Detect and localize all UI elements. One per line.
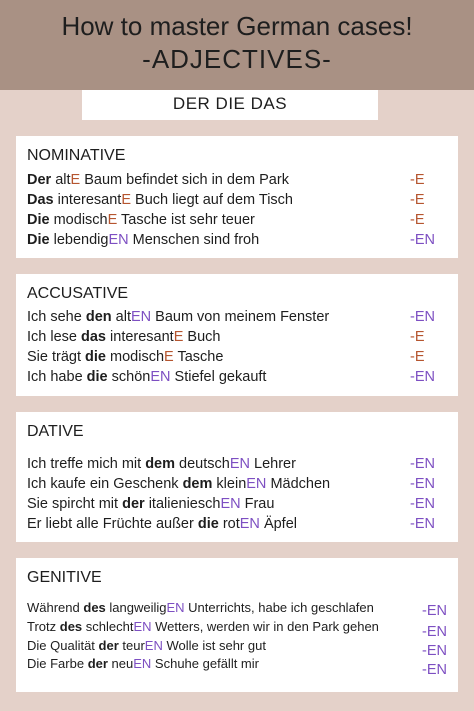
example-sentence — [27, 210, 255, 230]
example-sentence — [27, 170, 289, 190]
ending-label: -EN — [410, 456, 435, 472]
sentence-text: Ich habe — [27, 369, 87, 385]
sentence-text: Baum befindet sich in dem Park — [80, 172, 289, 188]
ending-e: E — [173, 329, 184, 345]
sentence-text: Trotz — [27, 619, 60, 634]
sentence-text: Die Qualität — [27, 638, 99, 653]
case-title: ACCUSATIVE — [27, 285, 129, 302]
genitive-card — [16, 558, 458, 692]
example-row — [27, 367, 447, 387]
sentence-text: Äpfel — [259, 516, 298, 532]
article-word: den — [85, 309, 112, 325]
sentence-text: lebendig — [49, 232, 109, 248]
article-word: dem — [182, 476, 213, 492]
ending-label: -EN — [410, 516, 435, 532]
example-sentence — [27, 598, 374, 618]
sentence-text: klein — [212, 476, 247, 492]
sentence-text: Sie trägt — [27, 349, 86, 365]
ending-label: -EN — [410, 476, 435, 492]
dative-card — [16, 412, 458, 542]
example-sentence — [27, 327, 220, 347]
sentence-text: alt — [111, 309, 131, 325]
example-row — [27, 190, 447, 210]
ending-en: EN — [133, 656, 152, 671]
sentence-text: alt — [51, 172, 71, 188]
sentence-text: Mädchen — [266, 476, 331, 492]
article-word: die — [85, 349, 106, 365]
article-word: Das — [27, 192, 54, 208]
ending-label: -EN — [410, 369, 435, 385]
page-subtitle: -ADJECTIVES- — [142, 44, 332, 74]
ending-en: EN — [229, 456, 250, 472]
sentence-text: Schuhe gefällt mir — [151, 656, 259, 671]
sentence-text: Lehrer — [250, 456, 296, 472]
article-word: des — [83, 600, 106, 615]
sentence-text: Tasche — [173, 349, 224, 365]
ending-label: -E — [410, 212, 425, 228]
sentence-text: Tasche ist sehr teuer — [117, 212, 255, 228]
sentence-text: teur — [118, 638, 145, 653]
ending-label: -E — [410, 192, 425, 208]
sentence-text: interesant — [53, 192, 122, 208]
sentence-text: Ich lese — [27, 329, 81, 345]
sentence-text: Ich kaufe ein Geschenk — [27, 476, 183, 492]
example-row — [27, 617, 447, 640]
sentence-text: rot — [218, 516, 240, 532]
sentence-text: Buch — [183, 329, 221, 345]
example-sentence — [27, 494, 274, 514]
ending-label: -E — [410, 172, 425, 188]
sentence-text: Wetters, werden wir in den Park gehen — [151, 619, 379, 634]
example-sentence — [27, 307, 329, 327]
article-word: der — [122, 496, 145, 512]
example-row — [27, 636, 447, 659]
ending-en: EN — [246, 476, 267, 492]
example-row — [27, 307, 447, 327]
sentence-text: Baum von meinem Fenster — [151, 309, 330, 325]
ending-en: EN — [166, 600, 185, 615]
articles-band: DER DIE DAS — [82, 90, 378, 120]
article-word: Der — [27, 172, 52, 188]
ending-en: EN — [220, 496, 241, 512]
sentence-text: Sie spircht mit — [27, 496, 123, 512]
example-sentence — [27, 474, 330, 494]
article-word: Die — [27, 232, 50, 248]
example-row — [27, 230, 447, 250]
article-word: dem — [145, 456, 176, 472]
example-row — [27, 210, 447, 230]
ending-label: -EN — [422, 662, 447, 678]
sentence-text: interesant — [106, 329, 174, 345]
sentence-text: Er liebt alle Früchte außer — [27, 516, 198, 532]
example-row — [27, 598, 447, 618]
example-row — [27, 327, 447, 347]
ending-en: EN — [144, 638, 163, 653]
article-word: die — [86, 369, 108, 385]
example-sentence — [27, 190, 293, 210]
ending-label: -EN — [422, 624, 447, 640]
sentence-text: modisch — [49, 212, 108, 228]
sentence-text: Ich sehe — [27, 309, 86, 325]
example-row — [27, 454, 447, 474]
example-row — [27, 514, 447, 534]
sentence-text: italieniesch — [144, 496, 221, 512]
ending-e: E — [164, 349, 174, 365]
ending-label: -EN — [410, 232, 435, 248]
sentence-text: Stiefel gekauft — [170, 369, 267, 385]
ending-en: EN — [130, 309, 152, 325]
ending-label: -EN — [422, 603, 447, 619]
case-title: GENITIVE — [27, 569, 102, 586]
article-word: das — [81, 329, 106, 345]
sentence-text: neu — [107, 656, 134, 671]
sentence-text: Unterrichts, habe ich geschlafen — [184, 600, 374, 615]
example-sentence — [27, 514, 297, 534]
sentence-text: Die Farbe — [27, 656, 88, 671]
sentence-text: deutsch — [175, 456, 230, 472]
article-word: die — [197, 516, 219, 532]
example-row — [27, 474, 447, 494]
sentence-text: schön — [107, 369, 151, 385]
example-row — [27, 494, 447, 514]
case-title: NOMINATIVE — [27, 147, 126, 164]
sentence-text: Menschen sind froh — [128, 232, 260, 248]
example-row — [27, 170, 447, 190]
ending-e: E — [107, 212, 118, 228]
sentence-text: Buch liegt auf dem Tisch — [131, 192, 293, 208]
ending-label: -E — [410, 349, 425, 365]
page-title: How to master German cases! — [61, 11, 413, 41]
ending-label: -EN — [410, 496, 435, 512]
example-sentence — [27, 367, 266, 387]
ending-label: -EN — [410, 309, 435, 325]
example-row — [27, 654, 447, 678]
case-title: DATIVE — [27, 423, 84, 440]
ending-e: E — [121, 192, 131, 208]
example-sentence — [27, 230, 259, 250]
accusative-card — [16, 274, 458, 396]
example-row — [27, 347, 447, 367]
sentence-text: Ich treffe mich mit — [27, 456, 146, 472]
ending-en: EN — [150, 369, 171, 385]
ending-label: -E — [410, 329, 425, 345]
article-word: des — [59, 619, 83, 634]
example-sentence — [27, 654, 259, 674]
example-sentence — [27, 636, 266, 656]
ending-en: EN — [133, 619, 152, 634]
ending-en: EN — [239, 516, 260, 532]
example-sentence — [27, 617, 379, 637]
sentence-text: langweilig — [105, 600, 167, 615]
sentence-text: Wolle ist sehr gut — [162, 638, 266, 653]
ending-label: -EN — [422, 643, 447, 659]
article-word: der — [87, 656, 108, 671]
article-word: der — [98, 638, 119, 653]
example-sentence — [27, 454, 296, 474]
article-word: Die — [27, 212, 50, 228]
sentence-text: Frau — [240, 496, 275, 512]
sentence-text: Während — [27, 600, 84, 615]
sentence-text: schlecht — [82, 619, 134, 634]
nominative-card — [16, 136, 458, 258]
ending-en: EN — [108, 232, 129, 248]
ending-e: E — [70, 172, 81, 188]
sentence-text: modisch — [105, 349, 165, 365]
example-sentence — [27, 347, 223, 367]
